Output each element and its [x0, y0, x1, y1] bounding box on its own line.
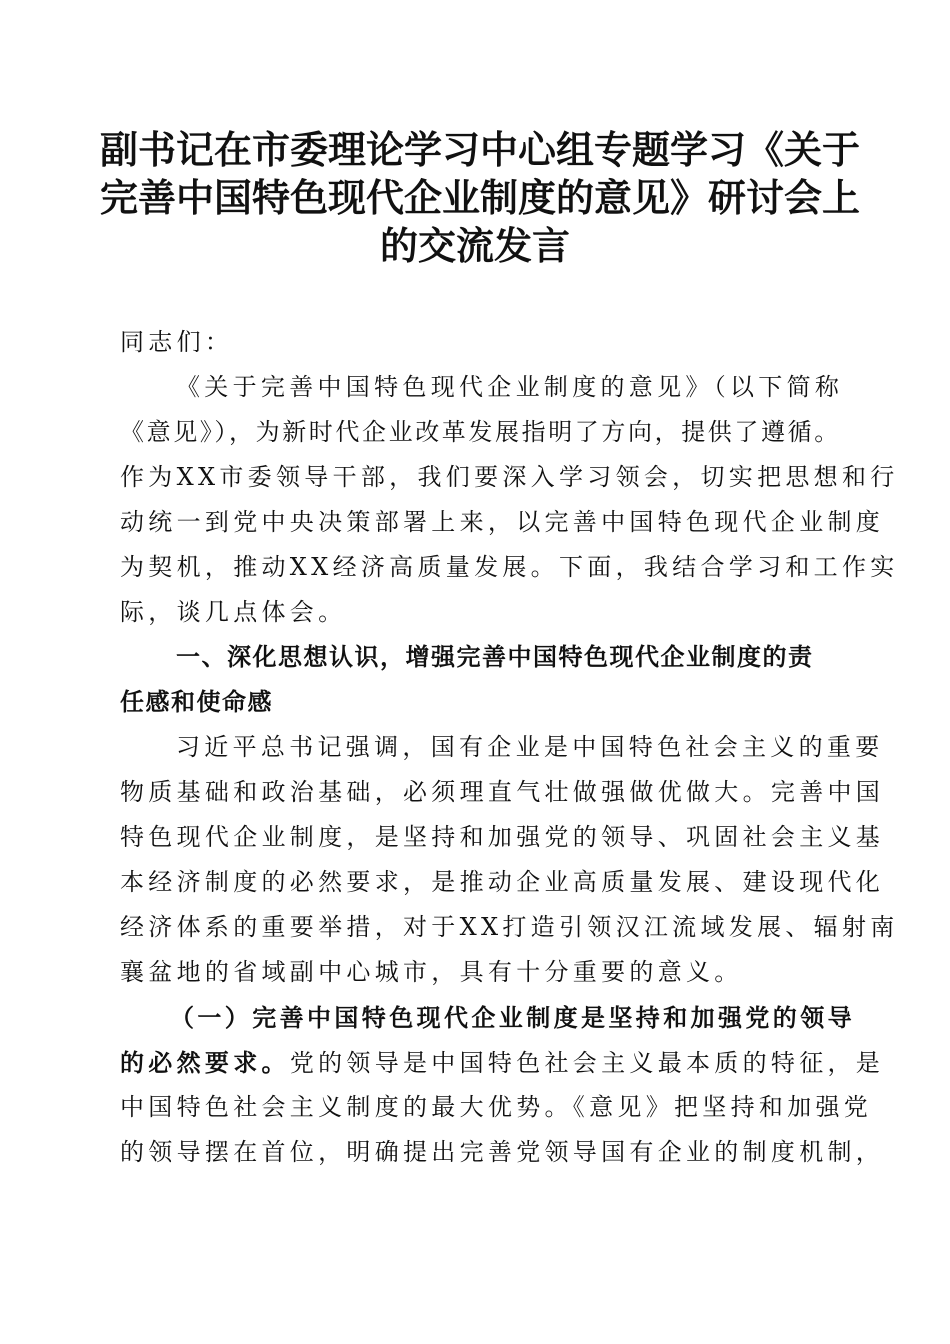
title-line-1: 副书记在市委理论学习中心组专题学习《关于	[100, 127, 861, 172]
subsection-heading-tail: 的必然要求。	[120, 1048, 290, 1077]
paragraph-line: 本经济制度的必然要求，是推动企业高质量发展、建设现代化	[120, 868, 885, 896]
intro-line: 作为XX市委领导干部，我们要深入学习领会，切实把思想和行	[120, 463, 899, 491]
section-heading-line: 任感和使命感	[120, 688, 273, 716]
paragraph-line: 襄盆地的省域副中心城市，具有十分重要的意义。	[120, 958, 743, 986]
salutation: 同志们：	[120, 328, 234, 356]
document-title	[100, 126, 861, 270]
title-line-2: 完善中国特色现代企业制度的意见》研讨会上	[100, 175, 861, 220]
subsection-text: 党的领导是中国特色社会主义最本质的特征，是	[289, 1049, 885, 1077]
subsection-heading: （一）完善中国特色现代企业制度是坚持和加强党的领导	[170, 1003, 855, 1032]
intro-line: 《关于完善中国特色现代企业制度的意见》（以下简称	[176, 373, 844, 401]
subsection-1-paragraph	[120, 995, 885, 1175]
subsection-line: 中国特色社会主义制度的最大优势。《意见》把坚持和加强党	[120, 1093, 873, 1121]
title-line-3: 的交流发言	[379, 223, 570, 268]
section-1-paragraph	[120, 725, 899, 995]
subsection-line: 的领导摆在首位，明确提出完善党领导国有企业的制度机制，	[120, 1138, 885, 1166]
paragraph-line: 特色现代企业制度，是坚持和加强党的领导、巩固社会主义基	[120, 823, 885, 851]
intro-line: 为契机，推动XX经济高质量发展。下面，我结合学习和工作实	[120, 553, 899, 581]
paragraph-line: 习近平总书记强调，国有企业是中国特色社会主义的重要	[176, 733, 884, 761]
section-heading-1	[120, 635, 832, 725]
paragraph-line: 经济体系的重要举措，对于XX打造引领汉江流域发展、辐射南	[120, 913, 899, 941]
intro-line: 动统一到党中央决策部署上来，以完善中国特色现代企业制度	[120, 508, 885, 536]
document-body	[120, 320, 899, 1175]
section-heading-line: 一、深化思想认识，增强完善中国特色现代企业制度的责	[176, 643, 814, 671]
subsection-line	[120, 1040, 885, 1085]
intro-line: 际，谈几点体会。	[120, 598, 347, 626]
intro-line: 《意见》），为新时代企业改革发展指明了方向，提供了遵循。	[120, 418, 841, 446]
paragraph-line: 物质基础和政治基础，必须理直气壮做强做优做大。完善中国	[120, 778, 885, 806]
intro-paragraph	[120, 365, 899, 635]
